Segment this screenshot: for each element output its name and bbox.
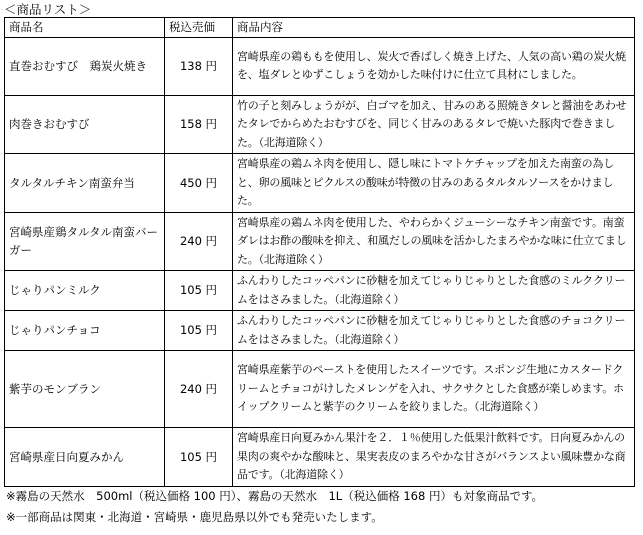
product-name: 宮崎県産日向夏みかん — [5, 428, 165, 487]
product-name: 紫芋のモンブラン — [5, 351, 165, 428]
header-desc: 商品内容 — [233, 18, 635, 38]
product-description: 宮崎県産の鶏ムネ肉を使用した、やわらかくジューシーなチキン南蛮です。南蛮ダレはお酢の酸味を抑え、和風だしの風味を活かしたまろやかな味に仕立てました。（北海道除く） — [233, 212, 635, 271]
product-price: 105 円 — [165, 311, 233, 351]
product-price: 138 円 — [165, 37, 233, 95]
header-price: 税込売価 — [165, 18, 233, 38]
footnote: ※一部商品は関東・北海道・宮崎県・鹿児島県以外でも発売いたします。 — [6, 510, 383, 524]
product-name: タルタルチキン南蛮弁当 — [5, 154, 165, 213]
product-name: 肉巻きおむすび — [5, 95, 165, 154]
product-price: 105 円 — [165, 428, 233, 487]
product-description: 宮崎県産紫芋のペーストを使用したスイーツです。スポンジ生地にカスタードクリームとチョコがけしたメレンゲを入れ、サクサクとした食感が楽しめます。ホイップクリームと紫芋のクリームを絞りました。（北海道除く） — [233, 351, 635, 428]
product-description: 宮崎県産日向夏みかん果汁を２．１％使用した低果汁飲料です。日向夏みかんの果肉の爽やかな酸味と、果実表皮のまろやかな甘さがバランスよい風味豊かな商品です。（北海道除く） — [233, 428, 635, 487]
table-row — [5, 212, 635, 271]
table-row — [5, 271, 635, 311]
product-price: 105 円 — [165, 271, 233, 311]
footnotes — [6, 486, 543, 528]
product-description: 宮崎県産の鶏ももを使用し、炭火で香ばしく焼き上げた、人気の高い鶏の炭火焼を、塩ダレとゆずこしょうを効かした味付けに仕立て具材にしました。 — [233, 37, 635, 95]
table-row — [5, 311, 635, 351]
table-header-row — [5, 18, 635, 38]
product-name: 宮崎県産鶏タルタル南蛮バーガー — [5, 212, 165, 271]
table-row — [5, 351, 635, 428]
product-table — [4, 17, 635, 487]
table-row — [5, 428, 635, 487]
header-name: 商品名 — [5, 18, 165, 38]
product-description: 竹の子と刻みしょうがが、白ゴマを加え、甘みのある照焼きタレと醤油をあわせたタレでからめたおむすびを、同じく甘みのあるタレで焼いた豚肉で巻きました。（北海道除く） — [233, 95, 635, 154]
product-name: 直巻おむすび 鶏炭火焼き — [5, 37, 165, 95]
product-price: 240 円 — [165, 212, 233, 271]
product-description: ふんわりしたコッペパンに砂糖を加えてじゃりじゃりとした食感のチョコクリームをはさみました。（北海道除く） — [233, 311, 635, 351]
product-price: 158 円 — [165, 95, 233, 154]
product-description: ふんわりしたコッペパンに砂糖を加えてじゃりじゃりとした食感のミルククリームをはさみました。（北海道除く） — [233, 271, 635, 311]
table-row — [5, 95, 635, 154]
product-price: 450 円 — [165, 154, 233, 213]
list-heading: ＜商品リスト＞ — [4, 2, 92, 17]
product-name: じゃりパンチョコ — [5, 311, 165, 351]
product-price: 240 円 — [165, 351, 233, 428]
footnote: ※霧島の天然水 500ml（税込価格 100 円）、霧島の天然水 1L（税込価格 168 円）も対象商品です。 — [6, 489, 544, 503]
product-description: 宮崎県産の鶏ムネ肉を使用し、隠し味にトマトケチャップを加えた南蛮の為しと、卵の風味とピクルスの酸味が特徴の甘みのあるタルタルソースをかけました。 — [233, 154, 635, 213]
table-row — [5, 37, 635, 95]
table-row — [5, 154, 635, 213]
product-name: じゃりパンミルク — [5, 271, 165, 311]
